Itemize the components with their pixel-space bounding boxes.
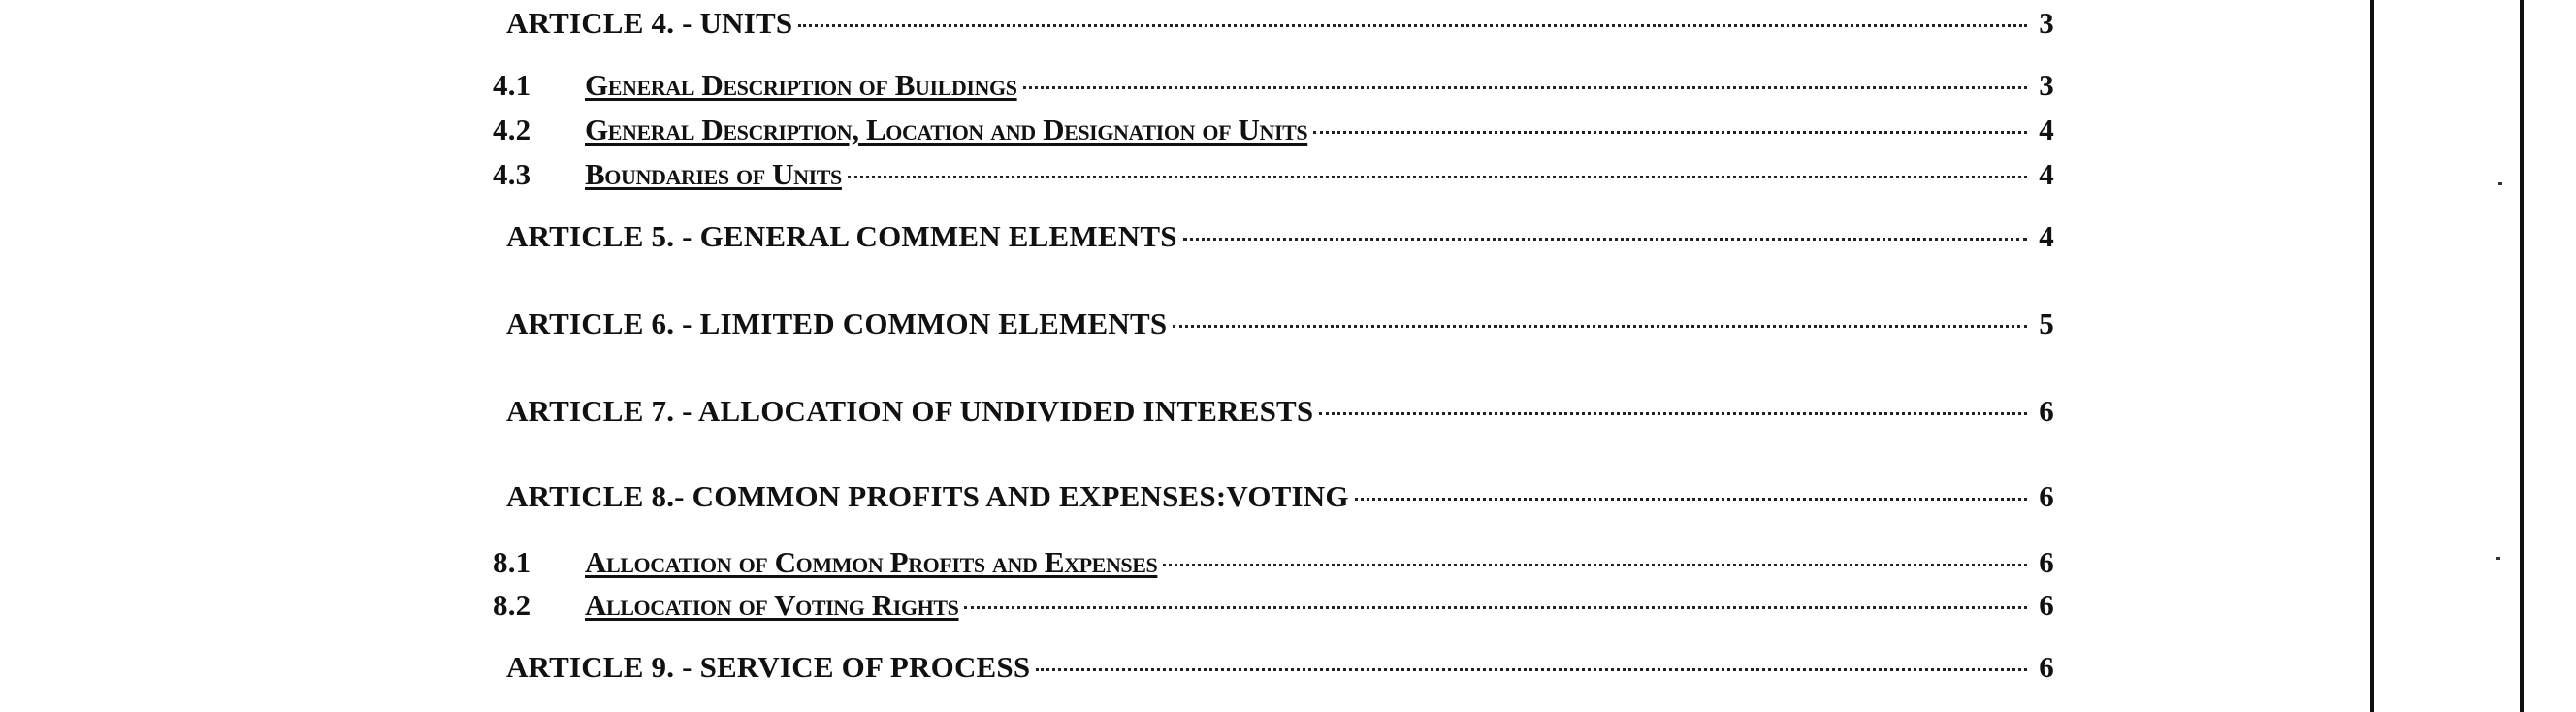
toc-entry-page: 6 [2039, 394, 2054, 428]
scan-speck [2498, 182, 2502, 185]
toc-entry-page: 6 [2039, 479, 2054, 513]
dot-leader [1313, 131, 2027, 134]
toc-entry-number: 8.1 [493, 545, 531, 579]
toc-entry-page: 6 [2039, 650, 2054, 684]
toc-entry-number: 4.1 [493, 68, 531, 102]
toc-entry-title: ARTICLE 4. - UNITS [506, 6, 793, 40]
scan-speck [2496, 557, 2500, 560]
toc-entry-article-9[interactable] [493, 650, 2054, 685]
dot-leader [1173, 325, 2027, 328]
toc-entry-section-4-1[interactable] [493, 68, 2054, 103]
dot-leader [964, 606, 2027, 609]
toc-entry-title: Boundaries of Units [585, 157, 842, 191]
toc-entry-page: 4 [2039, 157, 2054, 191]
dot-leader [848, 176, 2027, 178]
toc-entry-page: 4 [2039, 219, 2054, 253]
toc-entry-article-8[interactable] [493, 479, 2054, 514]
dot-leader [1163, 564, 2027, 566]
dot-leader [1319, 412, 2027, 415]
dot-leader [1036, 668, 2027, 671]
toc-entry-title: General Description, Location and Designation of Units [585, 113, 1308, 146]
dot-leader [1023, 86, 2027, 89]
dot-leader [1183, 238, 2027, 241]
toc-entry-title: ARTICLE 9. - SERVICE OF PROCESS [506, 650, 1031, 684]
toc-entry-section-4-2[interactable] [493, 113, 2054, 147]
toc-entry-article-7[interactable] [493, 394, 2054, 429]
dot-leader [1355, 498, 2027, 501]
toc-entry-page: 4 [2039, 113, 2054, 146]
toc-entry-page: 6 [2039, 545, 2054, 579]
toc-entry-page: 3 [2039, 68, 2054, 102]
toc-entry-article-4[interactable] [493, 6, 2054, 41]
toc-entry-page: 5 [2039, 307, 2054, 340]
toc-entry-title: Allocation of Common Profits and Expenses [585, 545, 1158, 579]
toc-entry-page: 6 [2039, 588, 2054, 622]
dot-leader [798, 24, 2027, 27]
toc-entry-page: 3 [2039, 6, 2054, 40]
toc-entry-article-6[interactable] [493, 307, 2054, 341]
toc-entry-section-8-1[interactable] [493, 545, 2054, 580]
toc-entry-article-5[interactable] [493, 219, 2054, 254]
toc-entry-title: General Description of Buildings [585, 68, 1017, 102]
toc-entry-section-4-3[interactable] [493, 157, 2054, 192]
toc-entry-title: ARTICLE 7. - ALLOCATION OF UNDIVIDED INTERESTS [506, 394, 1314, 428]
toc-entry-section-8-2[interactable] [493, 588, 2054, 623]
toc-entry-number: 4.3 [493, 157, 531, 191]
page-edge-line-left [2370, 0, 2374, 712]
toc-entry-number: 4.2 [493, 113, 531, 146]
toc-entry-number: 8.2 [493, 588, 531, 622]
toc-entry-title: ARTICLE 5. - GENERAL COMMEN ELEMENTS [506, 219, 1177, 253]
toc-entry-title: ARTICLE 6. - LIMITED COMMON ELEMENTS [506, 307, 1168, 340]
page-edge-line-right [2520, 0, 2524, 712]
toc-entry-title: Allocation of Voting Rights [585, 588, 959, 622]
toc-entry-title: ARTICLE 8.- COMMON PROFITS AND EXPENSES:VOTING [506, 479, 1349, 513]
